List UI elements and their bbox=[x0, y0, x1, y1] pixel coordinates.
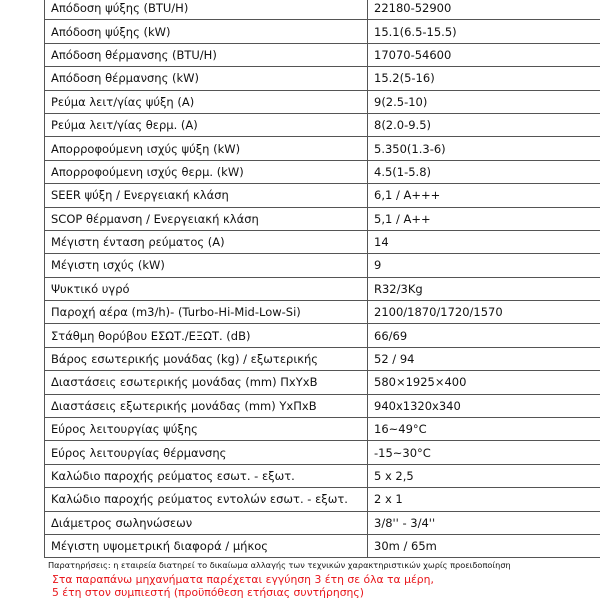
spec-row bbox=[45, 67, 600, 90]
spec-value: 22180-52900 bbox=[368, 0, 600, 20]
spec-value: 940x1320x340 bbox=[368, 394, 600, 417]
spec-row bbox=[45, 137, 600, 160]
spec-row bbox=[45, 254, 600, 277]
spec-label: Διάμετρος σωληνώσεων bbox=[45, 511, 368, 534]
spec-row bbox=[45, 160, 600, 183]
spec-label: Διαστάσεις εσωτερικής μονάδας (mm) ΠxYxB bbox=[45, 371, 368, 394]
spec-value: 580×1925×400 bbox=[368, 371, 600, 394]
spec-row bbox=[45, 324, 600, 347]
spec-row bbox=[45, 488, 600, 511]
spec-row bbox=[45, 441, 600, 464]
spec-row bbox=[45, 184, 600, 207]
spec-row bbox=[45, 534, 600, 557]
warranty-line-2: 5 έτη στον συμπιεστή (προϋπόθεση ετήσιας συντήρησης) bbox=[52, 586, 364, 599]
spec-value: 8(2.0-9.5) bbox=[368, 113, 600, 136]
spec-row bbox=[45, 90, 600, 113]
spec-label: Καλώδιο παροχής ρεύματος εντολών εσωτ. - εξωτ. bbox=[45, 488, 368, 511]
spec-row bbox=[45, 371, 600, 394]
spec-value: 5 x 2,5 bbox=[368, 464, 600, 487]
spec-label: Μέγιστη υψομετρική διαφορά / μήκος bbox=[45, 534, 368, 557]
spec-value: 5.350(1.3-6) bbox=[368, 137, 600, 160]
spec-label: Απορροφούμενη ισχύς ψύξη (kW) bbox=[45, 137, 368, 160]
spec-label: Απόδοση θέρμανσης (kW) bbox=[45, 67, 368, 90]
spec-label: Παροχή αέρα (m3/h)- (Turbo-Hi-Mid-Low-Si) bbox=[45, 301, 368, 324]
spec-value: 16~49°C bbox=[368, 418, 600, 441]
spec-label: Απορροφούμενη ισχύς θερμ. (kW) bbox=[45, 160, 368, 183]
spec-value: 5,1 / A++ bbox=[368, 207, 600, 230]
spec-row bbox=[45, 230, 600, 253]
spec-label: Στάθμη θορύβου ΕΣΩΤ./ΕΞΩΤ. (dB) bbox=[45, 324, 368, 347]
spec-row bbox=[45, 347, 600, 370]
spec-value: 9(2.5-10) bbox=[368, 90, 600, 113]
spec-label: Ψυκτικό υγρό bbox=[45, 277, 368, 300]
spec-label: Απόδοση ψύξης (BTU/H) bbox=[45, 0, 368, 20]
spec-row bbox=[45, 43, 600, 66]
spec-value: 30m / 65m bbox=[368, 534, 600, 557]
spec-value: 17070-54600 bbox=[368, 43, 600, 66]
spec-row bbox=[45, 0, 600, 20]
spec-label: Απόδοση ψύξης (kW) bbox=[45, 20, 368, 43]
spec-value: 2 x 1 bbox=[368, 488, 600, 511]
spec-label: Διαστάσεις εξωτερικής μονάδας (mm) YxΠxB bbox=[45, 394, 368, 417]
spec-label: Ρεύμα λειτ/γίας ψύξη (A) bbox=[45, 90, 368, 113]
remarks-note: Παρατηρήσεις: η εταιρεία διατηρεί το δικαίωμα αλλαγής των τεχνικών χαρακτηριστικών χωρίς προειδοποίηση bbox=[48, 560, 511, 570]
specifications-table bbox=[44, 0, 600, 558]
spec-value: 2100/1870/1720/1570 bbox=[368, 301, 600, 324]
spec-value: 4.5(1-5.8) bbox=[368, 160, 600, 183]
spec-row bbox=[45, 277, 600, 300]
spec-label: SEER ψύξη / Ενεργειακή κλάση bbox=[45, 184, 368, 207]
spec-row bbox=[45, 20, 600, 43]
spec-value: 52 / 94 bbox=[368, 347, 600, 370]
spec-row bbox=[45, 394, 600, 417]
spec-value: 66/69 bbox=[368, 324, 600, 347]
spec-label: Καλώδιο παροχής ρεύματος εσωτ. - εξωτ. bbox=[45, 464, 368, 487]
spec-row bbox=[45, 113, 600, 136]
spec-label: Μέγιστη ένταση ρεύματος (A) bbox=[45, 230, 368, 253]
spec-label: Μέγιστη ισχύς (kW) bbox=[45, 254, 368, 277]
spec-value: 9 bbox=[368, 254, 600, 277]
spec-label: Βάρος εσωτερικής μονάδας (kg) / εξωτερικής bbox=[45, 347, 368, 370]
spec-row bbox=[45, 418, 600, 441]
specifications-body bbox=[45, 0, 600, 558]
spec-value: 15.1(6.5-15.5) bbox=[368, 20, 600, 43]
spec-label: Ρεύμα λειτ/γίας θερμ. (A) bbox=[45, 113, 368, 136]
spec-label: SCOP θέρμανση / Ενεργειακή κλάση bbox=[45, 207, 368, 230]
spec-value: R32/3Kg bbox=[368, 277, 600, 300]
spec-label: Απόδοση θέρμανσης (BTU/H) bbox=[45, 43, 368, 66]
spec-label: Εύρος λειτουργίας θέρμανσης bbox=[45, 441, 368, 464]
spec-value: 14 bbox=[368, 230, 600, 253]
warranty-line-1: Στα παραπάνω μηχανήματα παρέχεται εγγύηση 3 έτη σε όλα τα μέρη, bbox=[52, 573, 434, 586]
spec-value: 15.2(5-16) bbox=[368, 67, 600, 90]
spec-row bbox=[45, 301, 600, 324]
spec-row bbox=[45, 207, 600, 230]
spec-value: -15~30°C bbox=[368, 441, 600, 464]
spec-value: 6,1 / A+++ bbox=[368, 184, 600, 207]
spec-value: 3/8'' - 3/4'' bbox=[368, 511, 600, 534]
spec-row bbox=[45, 511, 600, 534]
spec-row bbox=[45, 464, 600, 487]
spec-label: Εύρος λειτουργίας ψύξης bbox=[45, 418, 368, 441]
